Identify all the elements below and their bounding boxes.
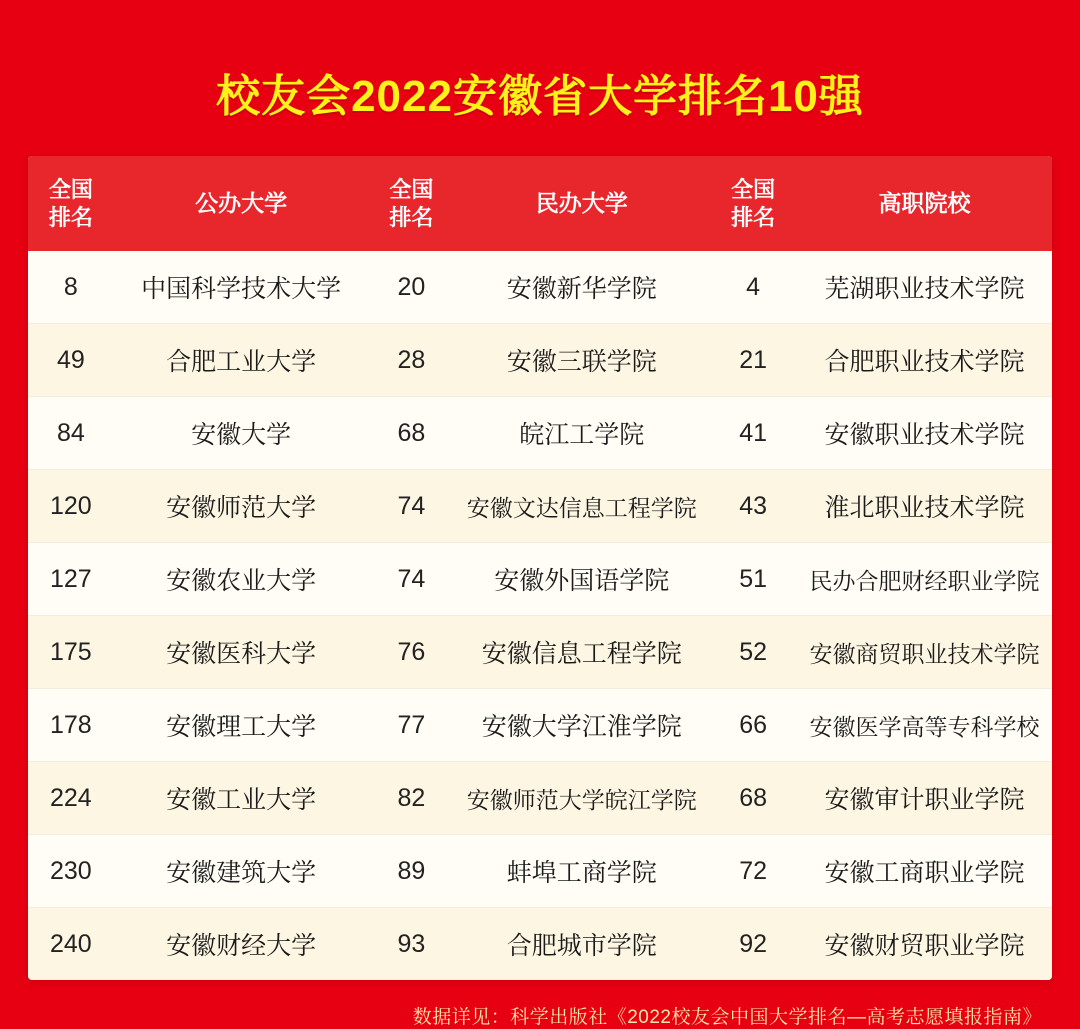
source-note: 数据详见：科学出版社《2022校友会中国大学排名—高考志愿填报指南》	[412, 1007, 1042, 1028]
page-title: 校友会2022安徽省大学排名10强	[216, 72, 864, 121]
cell-public-university: 安徽建筑大学	[114, 835, 369, 908]
table-row	[28, 543, 1052, 616]
cell-rank-vocational: 92	[709, 908, 797, 981]
cell-vocational-college: 芜湖职业技术学院	[797, 251, 1052, 324]
table-row	[28, 397, 1052, 470]
header-line-1: 高职院校	[878, 190, 971, 217]
cell-rank-vocational: 4	[709, 251, 797, 324]
cell-vocational-college: 安徽商贸职业技术学院	[797, 616, 1052, 689]
table-body	[28, 251, 1052, 980]
cell-public-university: 安徽师范大学	[114, 470, 369, 543]
cell-public-university: 安徽农业大学	[114, 543, 369, 616]
cell-vocational-college: 淮北职业技术学院	[797, 470, 1052, 543]
cell-rank-private: 93	[369, 908, 455, 981]
cell-vocational-college: 民办合肥财经职业学院	[797, 543, 1052, 616]
header-line-1: 全国	[48, 177, 93, 202]
header-national-rank-2	[369, 156, 455, 251]
cell-rank-public: 240	[28, 908, 114, 981]
header-vocational-college	[797, 156, 1052, 251]
cell-rank-vocational: 66	[709, 689, 797, 762]
cell-rank-vocational: 51	[709, 543, 797, 616]
cell-private-university: 安徽三联学院	[454, 324, 709, 397]
cell-rank-private: 74	[369, 543, 455, 616]
cell-rank-public: 49	[28, 324, 114, 397]
cell-private-university: 安徽新华学院	[454, 251, 709, 324]
cell-public-university: 安徽工业大学	[114, 762, 369, 835]
table-row	[28, 324, 1052, 397]
cell-rank-private: 76	[369, 616, 455, 689]
cell-rank-vocational: 41	[709, 397, 797, 470]
cell-vocational-college: 安徽财贸职业学院	[797, 908, 1052, 981]
cell-rank-public: 230	[28, 835, 114, 908]
cell-rank-vocational: 21	[709, 324, 797, 397]
header-private-university	[454, 156, 709, 251]
cell-rank-private: 74	[369, 470, 455, 543]
header-line-2: 排名	[731, 204, 776, 230]
cell-private-university: 安徽文达信息工程学院	[454, 470, 709, 543]
cell-rank-public: 84	[28, 397, 114, 470]
table-row	[28, 616, 1052, 689]
cell-rank-private: 89	[369, 835, 455, 908]
header-line-1: 公办大学	[195, 190, 288, 217]
cell-private-university: 安徽师范大学皖江学院	[454, 762, 709, 835]
cell-rank-vocational: 68	[709, 762, 797, 835]
cell-private-university: 蚌埠工商学院	[454, 835, 709, 908]
cell-private-university: 皖江工学院	[454, 397, 709, 470]
cell-rank-private: 68	[369, 397, 455, 470]
cell-vocational-college: 安徽审计职业学院	[797, 762, 1052, 835]
cell-vocational-college: 安徽医学高等专科学校	[797, 689, 1052, 762]
cell-vocational-college: 安徽工商职业学院	[797, 835, 1052, 908]
ranking-table-container	[28, 156, 1052, 980]
table-row	[28, 908, 1052, 981]
cell-private-university: 安徽信息工程学院	[454, 616, 709, 689]
cell-rank-public: 8	[28, 251, 114, 324]
cell-vocational-college: 安徽职业技术学院	[797, 397, 1052, 470]
header-line-1: 民办大学	[535, 190, 628, 217]
cell-private-university: 安徽外国语学院	[454, 543, 709, 616]
header-public-university	[114, 156, 369, 251]
cell-rank-public: 120	[28, 470, 114, 543]
cell-rank-private: 20	[369, 251, 455, 324]
cell-private-university: 合肥城市学院	[454, 908, 709, 981]
cell-public-university: 中国科学技术大学	[114, 251, 369, 324]
cell-public-university: 安徽理工大学	[114, 689, 369, 762]
table-row	[28, 251, 1052, 324]
cell-rank-private: 28	[369, 324, 455, 397]
cell-rank-vocational: 52	[709, 616, 797, 689]
cell-rank-public: 178	[28, 689, 114, 762]
cell-rank-public: 224	[28, 762, 114, 835]
cell-rank-private: 82	[369, 762, 455, 835]
cell-rank-public: 175	[28, 616, 114, 689]
header-line-1: 全国	[389, 177, 434, 202]
header-national-rank-3	[709, 156, 797, 251]
cell-rank-vocational: 43	[709, 470, 797, 543]
cell-public-university: 安徽大学	[114, 397, 369, 470]
cell-private-university: 安徽大学江淮学院	[454, 689, 709, 762]
header-line-2: 排名	[48, 204, 93, 230]
cell-rank-vocational: 72	[709, 835, 797, 908]
header-national-rank-1	[28, 156, 114, 251]
cell-rank-private: 77	[369, 689, 455, 762]
header-line-1: 全国	[731, 177, 776, 202]
table-row	[28, 470, 1052, 543]
ranking-table	[28, 156, 1052, 980]
table-row	[28, 835, 1052, 908]
cell-public-university: 合肥工业大学	[114, 324, 369, 397]
cell-public-university: 安徽财经大学	[114, 908, 369, 981]
cell-vocational-college: 合肥职业技术学院	[797, 324, 1052, 397]
header-row	[28, 156, 1052, 251]
cell-public-university: 安徽医科大学	[114, 616, 369, 689]
table-row	[28, 689, 1052, 762]
cell-rank-public: 127	[28, 543, 114, 616]
table-header	[28, 156, 1052, 251]
header-line-2: 排名	[389, 204, 434, 230]
table-row	[28, 762, 1052, 835]
